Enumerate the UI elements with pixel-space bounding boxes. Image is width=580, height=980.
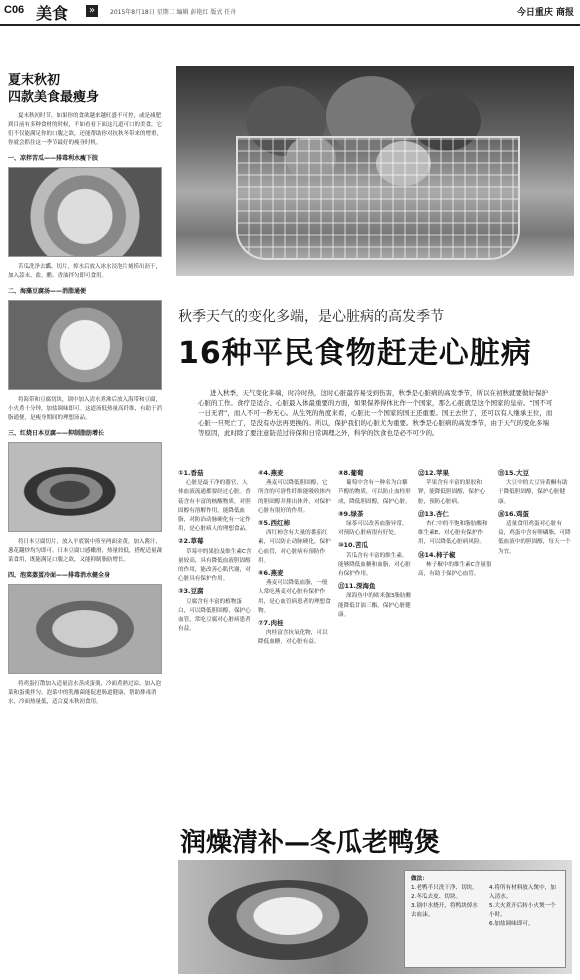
dish2-heading: 二、海藻豆腐汤——消脂通便 bbox=[8, 288, 87, 295]
item-heading: ⑮15.大豆 bbox=[498, 469, 530, 477]
dish1-text: 苦瓜洗净去瓤、切片，焯水后放入冰水浸泡片刻捞出沥干，加入蒜末、盐、醋、香油拌匀即可食用。 bbox=[8, 264, 162, 279]
recipe-title: 润燥清补—冬瓜老鸭煲 bbox=[180, 828, 441, 858]
item-heading: ③3.豆腐 bbox=[178, 587, 204, 596]
item-text: 葡萄中含有一种名为白藜芦醇的物质，可以防止血栓形成，降低胆固醇，保护心脏。 bbox=[338, 480, 411, 505]
item-heading: ⑤5.西红柿 bbox=[258, 519, 290, 528]
item-heading: ⑯16.鸡蛋 bbox=[498, 509, 530, 518]
article-columns bbox=[178, 466, 572, 796]
item-text: 苹果含有丰富的果胶和钾，能降低胆固醇，保护心脏，预防心脏病。 bbox=[418, 480, 486, 505]
item-heading: ⑦7.肉桂 bbox=[258, 619, 284, 628]
recipe-step: 6.加盐调味即可。 bbox=[489, 921, 534, 927]
left-title-1: 夏末秋初 bbox=[8, 73, 61, 88]
page-number: C06 bbox=[4, 4, 25, 16]
dish1-heading: 一、凉拌苦瓜——排毒利水瘦下肢 bbox=[8, 155, 99, 162]
item-heading: ②2.草莓 bbox=[178, 537, 204, 546]
recipe-heading: 做法： bbox=[411, 876, 428, 882]
item-heading: ⑧8.葡萄 bbox=[338, 469, 364, 477]
item-text: 苦瓜含有丰富的维生素，能够降低血糖和血脂，对心脏有保护作用。 bbox=[338, 552, 411, 578]
page-header bbox=[0, 0, 580, 26]
item-heading: ⑬13.杏仁 bbox=[418, 509, 450, 518]
item-text: 深海鱼中的欧米伽3脂肪酸能降低甘油三酯，保护心脏健康。 bbox=[338, 593, 412, 618]
vegetable-basket-photo bbox=[176, 66, 574, 276]
dish2-text: 将海带和豆腐切块，锅中加入清水煮沸后放入海带和豆腐，小火煮十分钟，加盐调味即可。这道汤低热量高纤维，有助于消脂通便，是瘦身期间的理想汤品。 bbox=[8, 397, 163, 421]
item-heading: ⑥6.燕麦 bbox=[258, 569, 284, 578]
item-text: 西红柿含有大量的番茄红素，可以防止动脉硬化，保护心血管，对心脏病有预防作用。 bbox=[258, 530, 331, 564]
item-text: 肉桂富含抗氧化物，可以降低血糖，对心脏有益。 bbox=[258, 630, 328, 646]
dish3-photo bbox=[8, 442, 162, 532]
item-text: 燕麦可以降低胆固醇，它所含的可溶性纤维能吸收体内的胆固醇并排出体外，对保护心脏有很好的作用。 bbox=[258, 480, 331, 514]
item-heading: ⑨9.绿茶 bbox=[338, 509, 364, 518]
article-title: 16种平民食物赶走心脏病 bbox=[178, 336, 532, 371]
recipe-step: 1.老鸭半只洗干净、切块。 bbox=[411, 885, 478, 891]
left-intro: 夏末秋初时节，如果你的食欲越来越旺盛不可控，或是减肥到目前有多种食材的时候，不如看看下面这几道可口的美食，它们不仅能满足你的口腹之欲，还能帮助你对抗秋冬带来的增重，你就会抓住这一季节最好的瘦身时机。 bbox=[8, 113, 163, 146]
dish4-text: 将鸡蛋打散加入适量清水蒸成蛋羹，冷面煮熟过凉，加入泡菜和蛋羹拌匀。泡菜中的乳酸菌能促进肠道健康，帮助排毒消水，冷面热量低，适合夏末秋初食用。 bbox=[8, 681, 162, 705]
item-text: 杏仁中的不饱和脂肪酸和维生素E，对心脏有保护作用，可以降低心脏病风险。 bbox=[418, 521, 488, 546]
duck-pot-photo bbox=[208, 880, 368, 960]
article-intro: 进入秋季，天气变化多端，时冷时热，这时心脏最容易受到伤害，秋季是心脏病的高发季节，所以在初秋就要做好保护心脏的工作。食疗是适合、心脏最入体最重要的方面，如果保养得体比作一个国家，那么心脏就是这个国家的皇帝。“国不可一日无君”，而人不可一秒无心。从生死的角度来看，心脏比一个国家的国王还重要。国王去世了，还可以有人继承王位，而心脏一旦死亡了，是没有办法再更换的。所以，保护我们的心脏尤为重要。秋季是心脏病的高发季节，由于天气的变化多端等原因，此时除了要注意防范过待保和日常调理之外，科学的饮食也是必不可少的。 bbox=[198, 389, 553, 437]
dish1-photo bbox=[8, 167, 162, 257]
recipe-step: 5.大火煮开后转小火煲一个小时。 bbox=[489, 903, 556, 918]
recipe-step: 2.冬瓜去皮、切块。 bbox=[411, 894, 462, 900]
dish4-heading: 四、泡菜蒸蛋冷面——排毒消水健全身 bbox=[8, 572, 111, 579]
column-2 bbox=[258, 466, 332, 796]
item-text: 大豆中的大豆异黄酮有助于降低胆固醇，保护心脏健康。 bbox=[498, 480, 568, 505]
item-heading: ⑩10.苦瓜 bbox=[338, 541, 369, 550]
item-text: 豆腐含有丰富的植物蛋白，可以降低胆固醇，保护心血管，常吃豆腐对心脏病患者有益。 bbox=[178, 598, 251, 633]
article-subtitle: 秋季天气的变化多端，是心脏病的高发季节 bbox=[178, 309, 444, 325]
item-heading: ⑪11.深海鱼 bbox=[338, 582, 376, 591]
dish2-photo bbox=[8, 300, 162, 390]
column-5 bbox=[498, 466, 572, 796]
masthead: 今日重庆 商报 bbox=[516, 8, 574, 18]
item-heading: ⑫12.苹果 bbox=[418, 469, 450, 477]
issue-meta: 2015年8月18日 星期二 编辑 彭艳红 版式 任舟 bbox=[110, 9, 237, 16]
item-text: 草莓中的果胶及维生素C含量较高，具有降低血液胆固醇的作用，能改善心肌代谢，对心脏具有保护作用。 bbox=[178, 548, 252, 583]
recipe-step: 3.锅中水烧开，将鸭块焯水去血沫。 bbox=[411, 903, 478, 918]
arrow-icon: » bbox=[86, 5, 98, 17]
column-3 bbox=[338, 466, 412, 796]
column-4 bbox=[418, 466, 492, 796]
dish4-photo bbox=[8, 584, 162, 674]
recipe-step: 4.将所有材料放入煲中，加入清水。 bbox=[489, 885, 556, 900]
item-heading: ⑭14.柿子椒 bbox=[418, 550, 456, 559]
recipe-panel bbox=[178, 860, 572, 974]
item-heading: ①1.香菇 bbox=[178, 469, 204, 477]
section-title: 美食 bbox=[36, 4, 69, 23]
left-column bbox=[8, 32, 162, 713]
item-text: 绿茶可以改善血脂异常，对预防心脏病很有好处。 bbox=[338, 521, 408, 537]
dish3-text: 将日本豆腐切片，放入平底锅中煎至两面金黄，加入酱汁、葱花翻炒均匀即可。日本豆腐口感嫩滑，热量较低，搭配适量蔬菜食用，既能满足口腹之欲，又能抑制脂肪增长。 bbox=[8, 539, 163, 563]
dish3-heading: 三、红烧日本豆腐——抑制脂肪增长 bbox=[8, 430, 105, 437]
item-heading: ④4.燕麦 bbox=[258, 469, 284, 477]
recipe-box bbox=[404, 870, 566, 968]
item-text: 燕麦可以降低血脂，一般人常吃燕麦对心脏有保护作用，是心血管病患者的理想食物。 bbox=[258, 580, 331, 614]
column-1 bbox=[178, 466, 252, 796]
left-title-2: 四款美食最瘦身 bbox=[8, 90, 100, 105]
item-text: 适量食用鸡蛋对心脏有益，鸡蛋中含有卵磷脂，可降低血液中的胆固醇，每天一个为宜。 bbox=[498, 521, 571, 555]
item-text: 心脏是最干净的器官，人体血液流通都要经过心脏。香菇含有丰富的核酸物质，对胆固醇有溶解作用，能降低血脂，对防治动脉硬化有一定作用，是心脏病人的理想食品。 bbox=[178, 480, 251, 533]
basket-shape bbox=[236, 136, 520, 260]
item-text: 柿子椒中的维生素C含量很高，有助于保护心血管。 bbox=[418, 561, 492, 578]
